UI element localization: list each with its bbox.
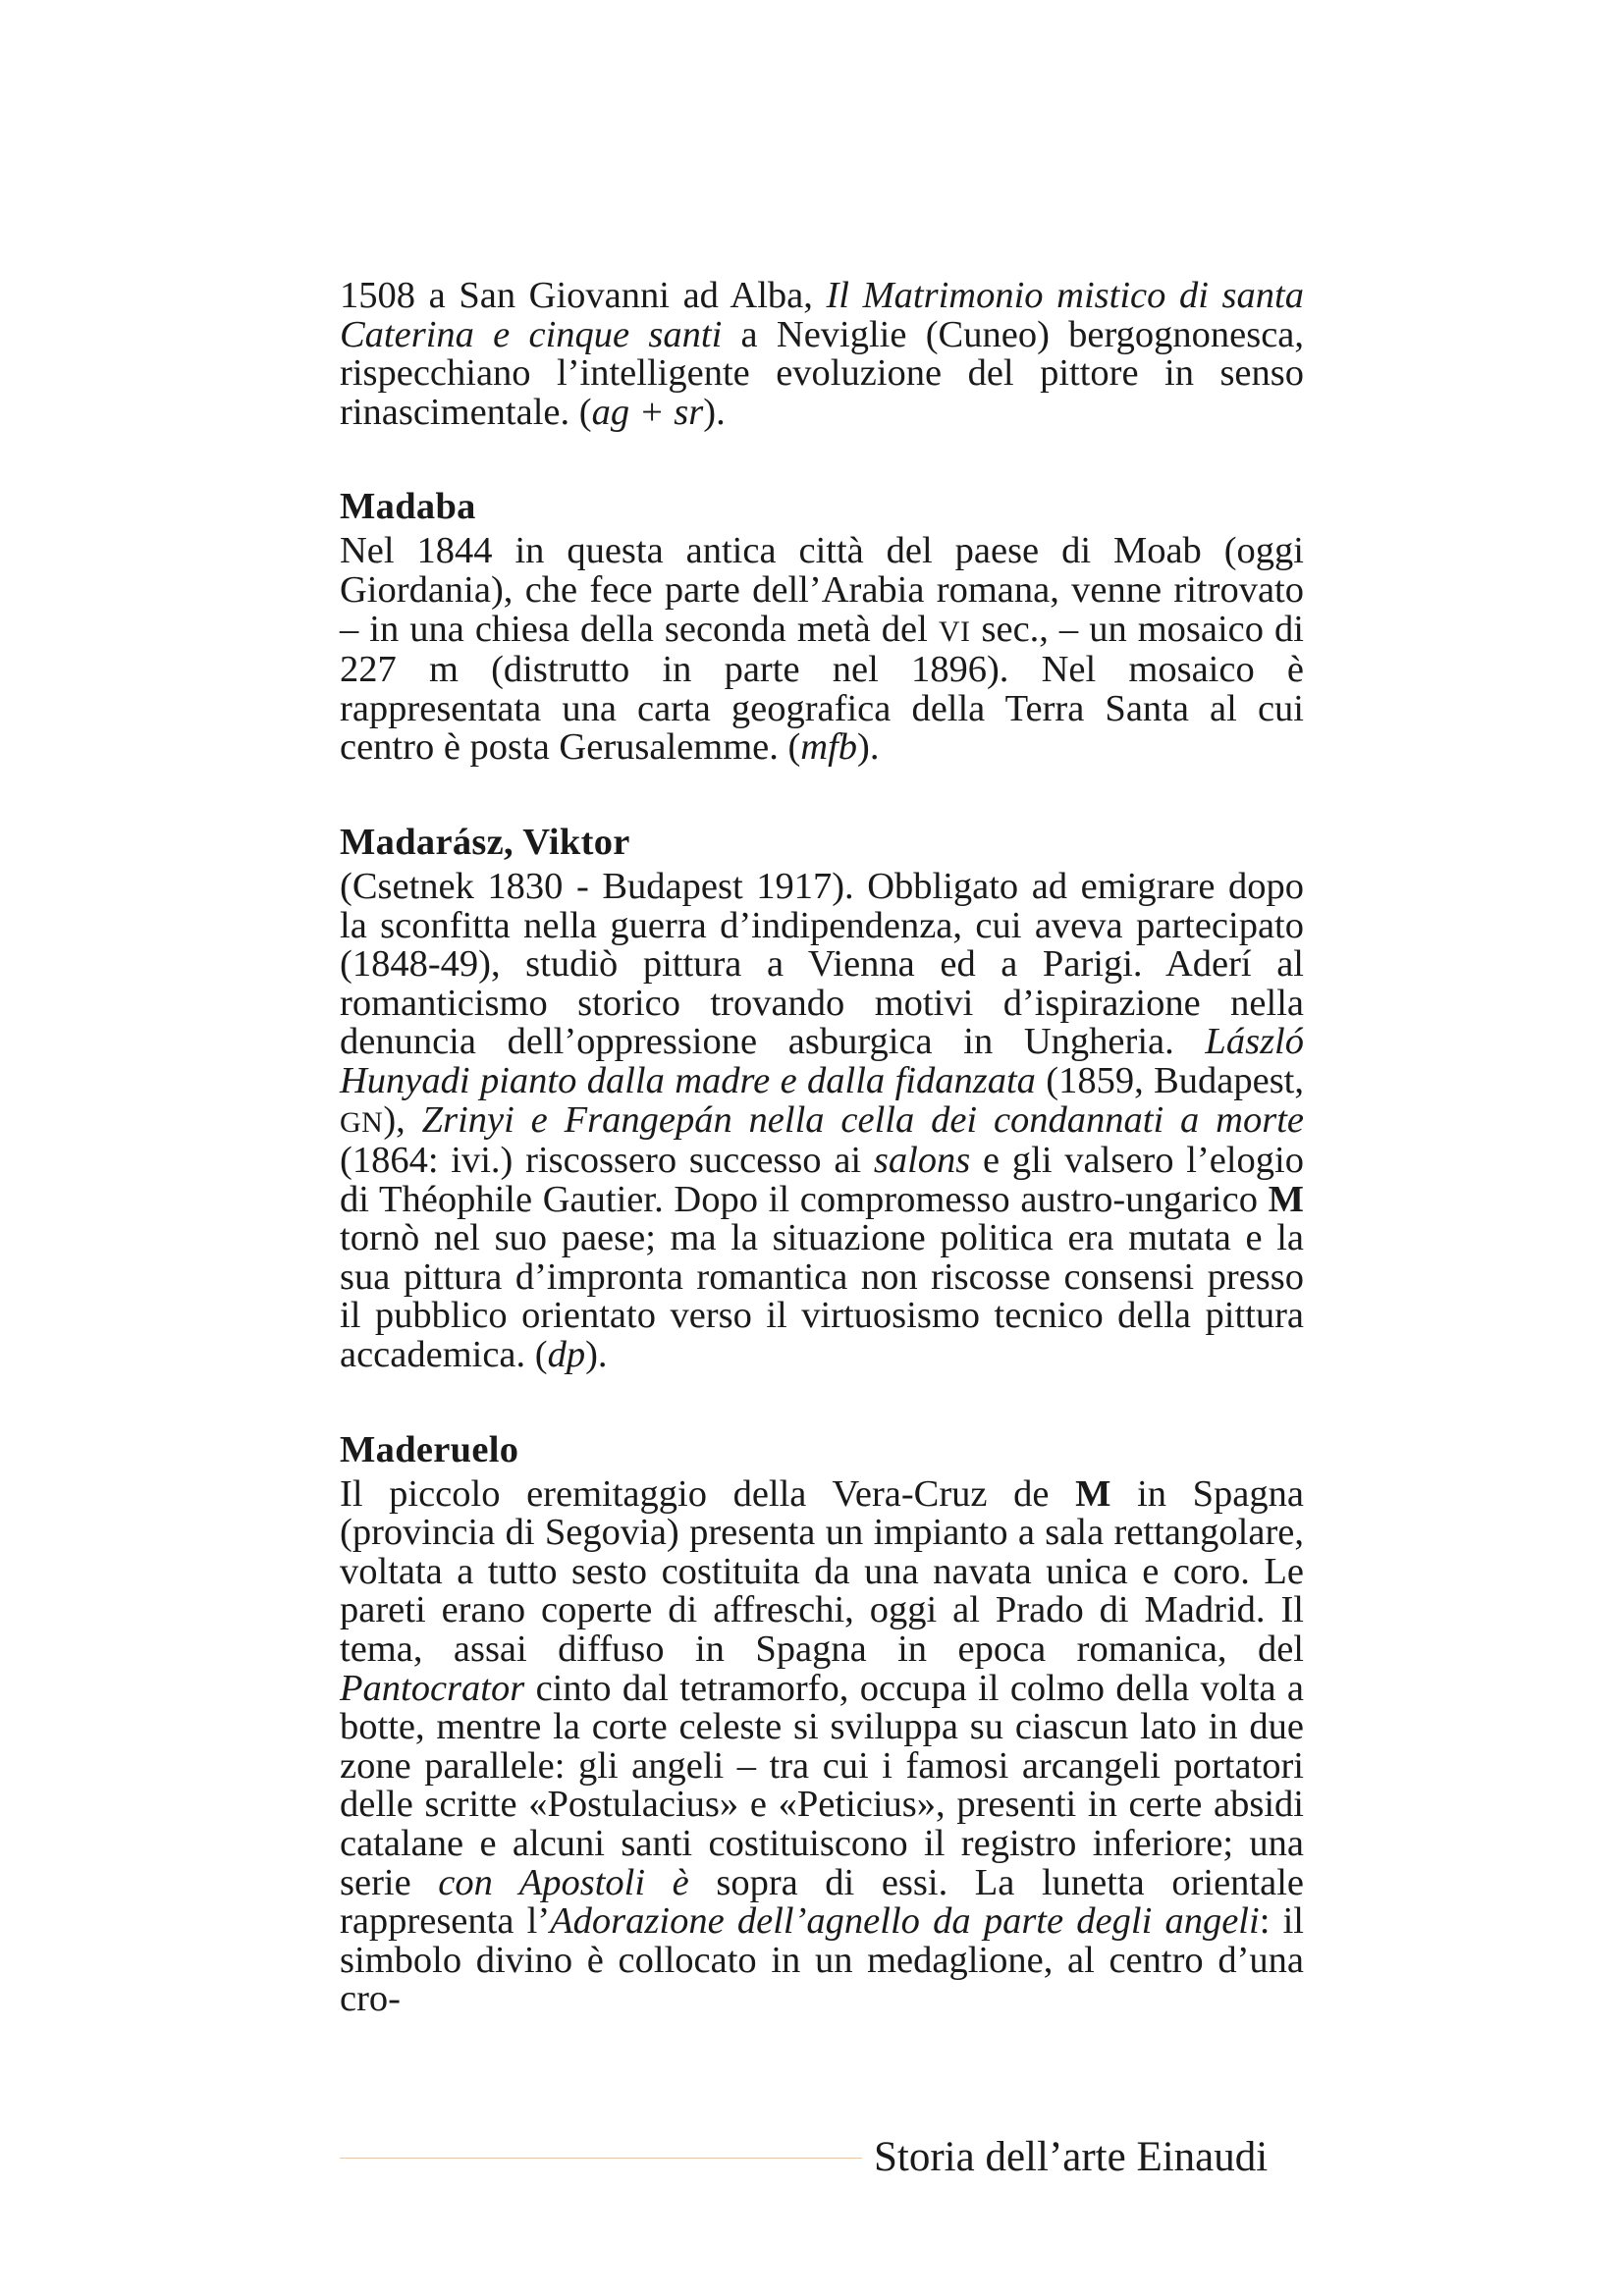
text-run: ).: [585, 1334, 608, 1376]
entry-title: Madaba: [340, 486, 476, 528]
artwork-title: László Hunyadi pianto dalla madre e dalla fidanzata: [340, 1021, 1304, 1101]
footer-publication-title: Storia dell’arte Einaudi: [874, 2134, 1269, 2180]
entry-madarasz: [340, 823, 1304, 1375]
text-run: sopra di essi. La lunetta orientale rappresenta l’: [340, 1861, 1304, 1943]
entry-body: [340, 1472, 1304, 2020]
text-run: (1859, Budapest,: [1035, 1059, 1304, 1101]
text-run: (Csetnek 1830 - Budapest 1917). Obbligato ad emigrare dopo la sconfitta nella guerra d’indipendenza, cui aveva partecipato (1848-49), studiò pittura a Vienna ed a Parigi. Aderí al romanticismo storico trovando motivi d’ispirazione nella denuncia dell’oppressione asburgica in Ungheria.: [340, 865, 1304, 1063]
text-run: in Spagna (provincia di Segovia) presenta un impianto a sala rettangolare, voltata a tutto sesto costituita da una navata unica e coro. Le pareti erano coperte di affreschi, oggi al Prado di Madrid. Il tema, assai diffuso in Spagna in epoca romanica, del: [340, 1472, 1304, 1671]
text-run: tornò nel suo paese; ma la situazione politica era mutata e la sua pittura d’impronta romantica non riscosse consensi presso il pubblico orientato verso il virtuosismo tecnico della pittura accademica. (: [340, 1217, 1304, 1376]
roman-numeral: VI: [938, 614, 971, 648]
footer-rule: [340, 2158, 862, 2159]
text-run: Nel 1844 in questa antica città del paese di Moab (oggi Giordania), che fece parte dell’Arabia romana, venne ritrovato – in una chiesa della seconda metà del: [340, 530, 1304, 650]
text-run: ).: [703, 391, 726, 433]
text-run: a Neviglie (Cuneo) bergognonesca, rispecchiano l’intelligente evoluzione del pittore in senso rinascimentale. (: [340, 313, 1304, 433]
text-run: Il piccolo eremitaggio della Vera-Cruz de: [340, 1472, 1076, 1515]
text-run: sec., – un mosaico di 227 m (distrutto in parte nel 1896). Nel mosaico è rappresentata una carta geografica della Terra Santa al cui centro è posta Gerusalemme. (: [340, 608, 1304, 769]
subject-abbreviation: M: [1075, 1472, 1111, 1515]
intro-paragraph: [340, 277, 1304, 432]
subject-abbreviation: M: [1268, 1178, 1304, 1220]
text-run: (1864: ivi.) riscossero successo ai: [340, 1140, 874, 1182]
museum-abbreviation: GN: [340, 1105, 384, 1139]
text-run: 1508 a San Giovanni ad Alba,: [340, 275, 827, 316]
artwork-title: Zrinyi e Frangepán nella cella dei condannati a morte: [421, 1098, 1304, 1141]
italic-term: salons: [873, 1140, 971, 1182]
author-initials: dp: [547, 1334, 586, 1376]
text-run: cinto dal tetramorfo, occupa il colmo della volta a botte, mentre la corte celeste si sviluppa su ciascun lato in due zone parallele: gli angeli – tra cui i famosi arcangeli portatori delle scritte «Postulacius» e «Peticius», presenti in certe absidi catalane e alcuni santi costituiscono il registro inferiore; una serie: [340, 1667, 1304, 1903]
artwork-title: Il Matrimonio mistico di santa Caterina e cinque santi: [340, 275, 1304, 355]
entry-body: [340, 865, 1304, 1376]
entry-maderuelo: [340, 1430, 1304, 2019]
entry-title: Madarász, Viktor: [340, 821, 630, 863]
text-run: e gli valsero l’elogio di Théophile Gautier. Dopo il compromesso austro-ungarico: [340, 1140, 1304, 1220]
text-column: [340, 277, 1304, 2019]
artwork-title: Adorazione dell’agnello da parte degli angeli: [550, 1900, 1260, 1943]
italic-term: con Apostoli è: [438, 1861, 689, 1903]
author-initials: ag + sr: [591, 391, 704, 433]
entry-body: [340, 532, 1304, 768]
text-run: : il simbolo divino è collocato in un medaglione, al centro d’una cro-: [340, 1900, 1304, 2020]
text-run: ),: [383, 1098, 422, 1141]
entry-madaba: [340, 487, 1304, 768]
author-initials: mfb: [800, 726, 858, 769]
italic-term: Pantocrator: [340, 1667, 525, 1709]
entry-title: Maderuelo: [340, 1428, 519, 1470]
text-run: ).: [857, 726, 880, 769]
